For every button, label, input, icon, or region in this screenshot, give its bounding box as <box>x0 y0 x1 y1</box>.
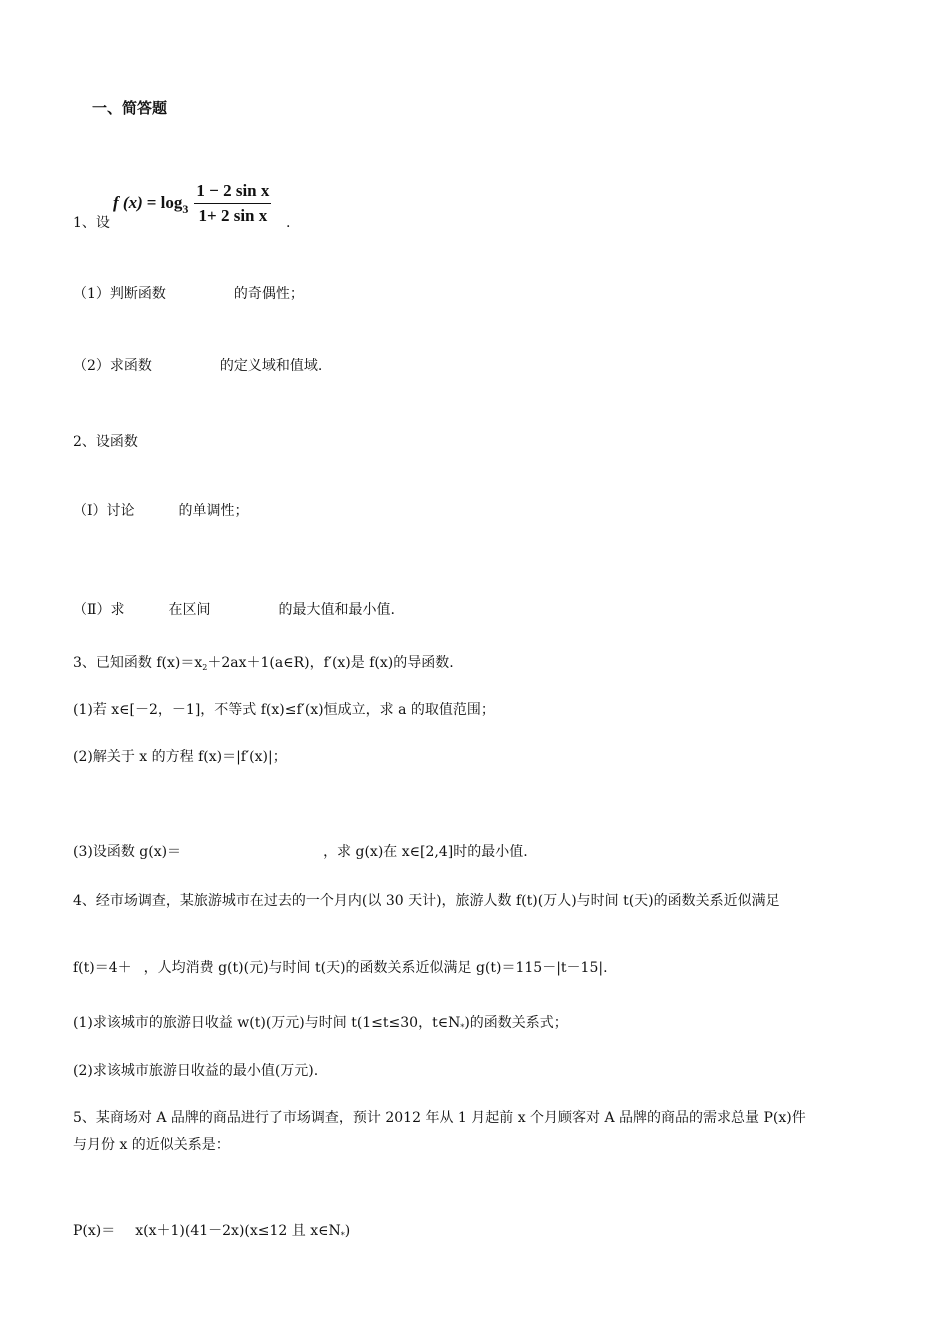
q3-intro-exponent: 2 <box>202 663 208 672</box>
q5-line1: 5、某商场对 A 品牌的商品进行了市场调查，预计 2012 年从 1 月起前 x 个月顾客对 A 品牌的商品的需求总量 P(x)件 <box>73 1110 806 1126</box>
q3-intro-b: ＋2ax＋1(a∈R)，f′(x)是 f(x)的导函数. <box>207 655 454 671</box>
q2-part2-b: 在区间 <box>168 602 211 618</box>
q1-formula-fraction <box>194 181 271 226</box>
q2-part2-a: （Ⅱ）求 <box>73 602 125 618</box>
q4-intro: 4、经市场调查，某旅游城市在过去的一个月内(以 30 天计)，旅游人数 f(t)(万人)与时间 t(天)的函数关系近似满足 <box>73 893 780 909</box>
q1-part2-a: （2）求函数 <box>73 358 152 374</box>
q5-formula-sub: * <box>340 1231 345 1240</box>
q1-part1-b: 的奇偶性； <box>233 286 304 302</box>
q2-part1-a: （Ⅰ）讨论 <box>73 503 135 519</box>
q2-part1 <box>73 501 249 521</box>
q5-formula-c: ) <box>344 1223 351 1239</box>
q1-tail: . <box>286 215 291 231</box>
q3-intro-a: 3、已知函数 f(x)＝x <box>73 655 203 671</box>
q2-part2-c: 的最大值和最小值. <box>278 602 395 618</box>
q3-part3-a: (3)设函数 g(x)＝ <box>73 844 182 860</box>
q4-part1-b: )的函数关系式； <box>464 1015 568 1031</box>
q2-label: 2、设函数 <box>73 434 138 450</box>
section-title: 一、简答题 <box>92 99 168 117</box>
q3-intro <box>73 653 454 675</box>
q1-formula <box>113 176 271 230</box>
q3-part3-b: ，求 g(x)在 x∈[2,4]时的最小值. <box>323 844 528 860</box>
q1-formula-base: 3 <box>182 201 189 216</box>
q1-formula-log: = log <box>146 193 183 212</box>
q5-formula-b: x(x＋1)(41－2x)(x≤12 且 x∈N <box>135 1223 341 1239</box>
q3-part1: (1)若 x∈[－2，－1]，不等式 f(x)≤f′(x)恒成立，求 a 的取值范围； <box>73 702 495 718</box>
q4-line2 <box>73 958 608 978</box>
q1-formula-denominator: 1+ 2 sin x <box>198 205 268 225</box>
q1-label: 1、设 <box>73 215 110 231</box>
q4-part1 <box>73 1013 568 1035</box>
q1-part1-a: （1）判断函数 <box>73 286 166 302</box>
q4-line2-a: f(t)＝4＋ <box>73 960 132 976</box>
q5-formula <box>73 1221 350 1243</box>
q3-part3 <box>73 842 528 862</box>
q4-part1-a: (1)求该城市的旅游日收益 w(t)(万元)与时间 t(1≤t≤30，t∈N <box>73 1015 461 1031</box>
q4-part1-sub: * <box>460 1023 465 1032</box>
q4-part2: (2)求该城市旅游日收益的最小值(万元). <box>73 1063 319 1079</box>
q5-line2: 与月份 x 的近似关系是： <box>73 1137 230 1153</box>
q1-part2 <box>73 356 322 376</box>
q2-part1-b: 的单调性； <box>178 503 249 519</box>
q4-line2-b: ，人均消费 g(t)(元)与时间 t(天)的函数关系近似满足 g(t)＝115－|t－15|. <box>143 960 608 976</box>
q1-formula-numerator: 1 − 2 sin x <box>194 181 271 204</box>
q5-formula-a: P(x)＝ <box>73 1223 116 1239</box>
q1-formula-lhs: f (x) <box>113 193 143 212</box>
q2-part2 <box>73 600 395 620</box>
q1-part1 <box>73 284 304 304</box>
q3-part2: (2)解关于 x 的方程 f(x)＝|f′(x)|； <box>73 749 287 765</box>
q1-part2-b: 的定义域和值域. <box>219 358 323 374</box>
